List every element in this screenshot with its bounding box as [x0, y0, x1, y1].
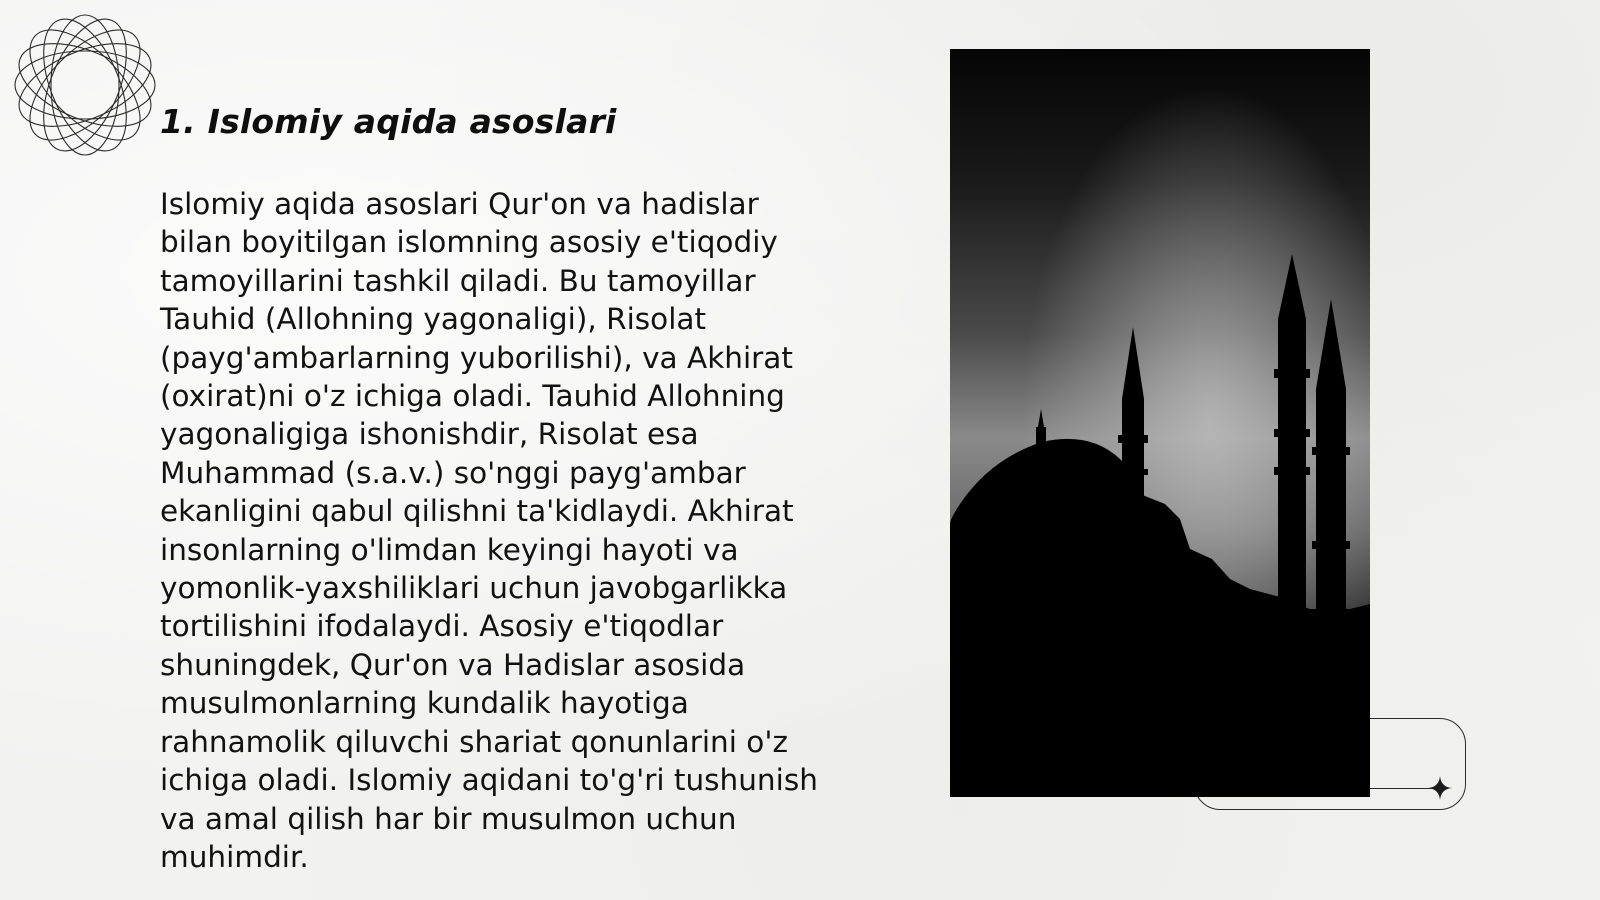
- sparkle-icon: [1428, 776, 1452, 800]
- circular-rosette-icon: [10, 10, 160, 160]
- slide-title: 1. Islomiy aqida asoslari: [160, 102, 617, 141]
- slide-body-text: Islomiy aqida asoslari Qur'on va hadislar bilan boyitilgan islomning asosiy e'tiqodiy tamoyillarini tashkil qiladi. Bu tamoyillar Tauhid (Allohning yagonaligi), Risolat (payg'ambarlarning yuborilishi), va Akhirat (oxirat)ni o'z ichiga oladi. Tauhid Allohning yagonaligiga ishonishdir, Risolat esa Muhammad (s.a.v.) so'nggi payg'ambar ekanligini qabul qilishni ta'kidlaydi. Akhirat insonlarning o'limdan keyingi hayoti va yomonlik-yaxshiliklari uchun javobgarlikka tortilishini ifodalaydi. Asosiy e'tiqodlar shuningdek, Qur'on va Hadislar asosida musulmonlarning kundalik hayotiga rahnamolik qiluvchi shariat qonunlarini o'z ichiga oladi. Islomiy aqidani to'g'ri tushunish va amal qilish har bir musulmon uchun muhimdir.: [160, 187, 818, 874]
- mosque-silhouette-photo: [950, 49, 1370, 797]
